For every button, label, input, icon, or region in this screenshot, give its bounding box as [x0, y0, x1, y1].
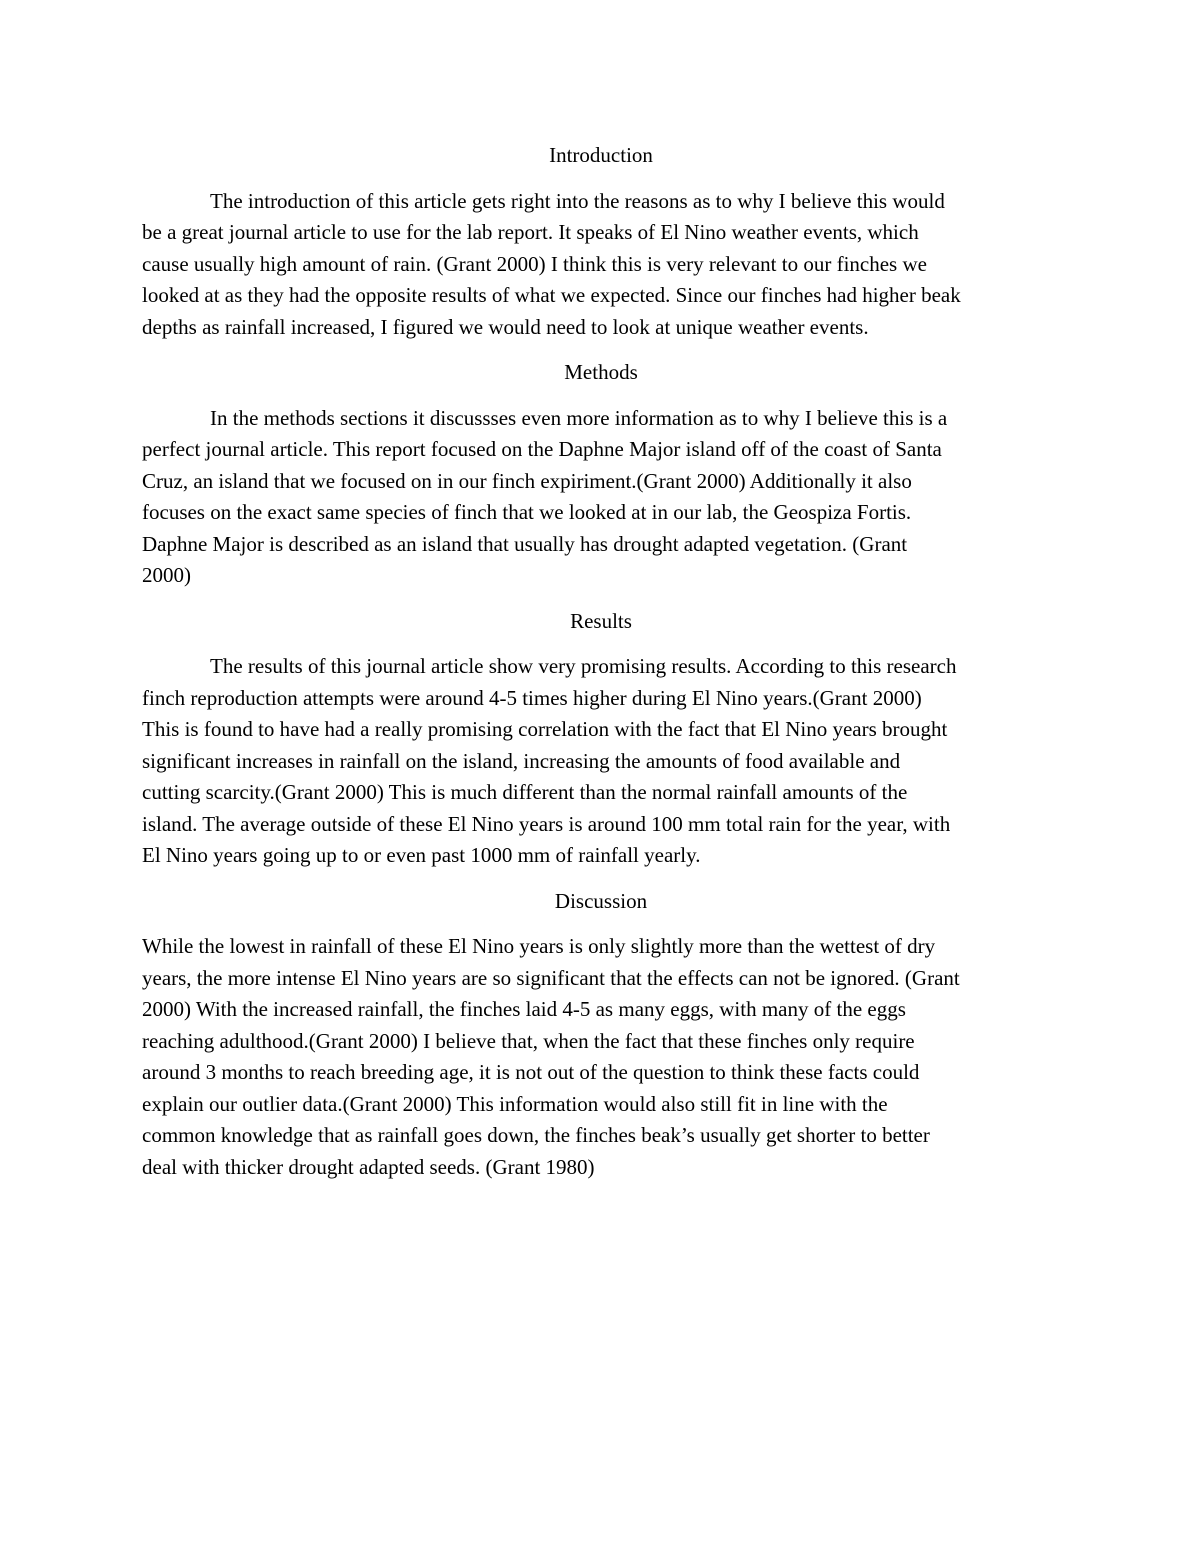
paragraph-line: looked at as they had the opposite results of what we expected. Since our finches had higher beak	[142, 283, 961, 307]
paragraph-line: cause usually high amount of rain. (Grant 2000) I think this is very relevant to our finches we	[142, 251, 927, 276]
paragraph-line: 2000) With the increased rainfall, the finches laid 4-5 as many eggs, with many of the eggs	[142, 997, 906, 1021]
paragraph-line: In the methods sections it discussses even more information as to why I believe this is a	[210, 405, 948, 430]
section-paragraph-methods	[142, 403, 1060, 606]
paragraph-line: The results of this journal article show very promising results. According to this research	[210, 654, 957, 678]
paragraph-line: cutting scarcity.(Grant 2000) This is much different than the normal rainfall amounts of the	[142, 780, 908, 804]
paragraph-line: explain our outlier data.(Grant 2000) This information would also still fit in line with the	[142, 1091, 888, 1116]
section-paragraph-results	[142, 651, 1060, 886]
paragraph-line: Cruz, an island that we focused on in our finch expiriment.(Grant 2000) Additionally it also	[142, 468, 912, 493]
section-paragraph-introduction	[142, 186, 1060, 358]
paragraph-line: 2000)	[142, 563, 191, 587]
paragraph-line: common knowledge that as rainfall goes down, the finches beak’s usually get shorter to better	[142, 1123, 930, 1147]
paragraph-line: The introduction of this article gets right into the reasons as to why I believe this would	[210, 188, 945, 213]
paragraph-line: finch reproduction attempts were around 4-5 times higher during El Nino years.(Grant 2000)	[142, 685, 922, 710]
paragraph-line: While the lowest in rainfall of these El Nino years is only slightly more than the wettest of dry	[142, 934, 936, 958]
paragraph-line: years, the more intense El Nino years are so significant that the effects can not be ignored. (Grant	[142, 965, 960, 990]
paragraph-line: around 3 months to reach breeding age, it is not out of the question to think these facts could	[142, 1060, 920, 1084]
paragraph-line: focuses on the exact same species of finch that we looked at in our lab, the Geospiza Fortis.	[142, 500, 912, 524]
section-heading-introduction: Introduction	[549, 143, 653, 167]
paragraph-line: reaching adulthood.(Grant 2000) I believe that, when the fact that these finches only require	[142, 1028, 915, 1053]
paragraph-line: El Nino years going up to or even past 1000 mm of rainfall yearly.	[142, 843, 701, 867]
paragraph-line: This is found to have had a really promising correlation with the fact that El Nino years brought	[142, 717, 948, 741]
section-heading-discussion: Discussion	[554, 888, 648, 913]
section-paragraph-discussion	[142, 931, 1060, 1197]
paragraph-line: deal with thicker drought adapted seeds. (Grant 1980)	[142, 1154, 595, 1179]
section-heading-methods: Methods	[564, 360, 638, 384]
document-body	[142, 140, 1060, 1197]
paragraph-line: Daphne Major is described as an island that usually has drought adapted vegetation. (Grant	[142, 531, 908, 556]
section-heading-results: Results	[570, 608, 632, 633]
paragraph-line: significant increases in rainfall on the island, increasing the amounts of food available and	[142, 748, 901, 773]
paragraph-line: island. The average outside of these El Nino years is around 100 mm total rain for the year, with	[142, 811, 951, 836]
paragraph-line: perfect journal article. This report focused on the Daphne Major island off of the coast of Santa	[142, 437, 942, 461]
paragraph-line: be a great journal article to use for the lab report. It speaks of El Nino weather events, which	[142, 220, 919, 244]
paragraph-line: depths as rainfall increased, I figured we would need to look at unique weather events.	[142, 314, 869, 339]
